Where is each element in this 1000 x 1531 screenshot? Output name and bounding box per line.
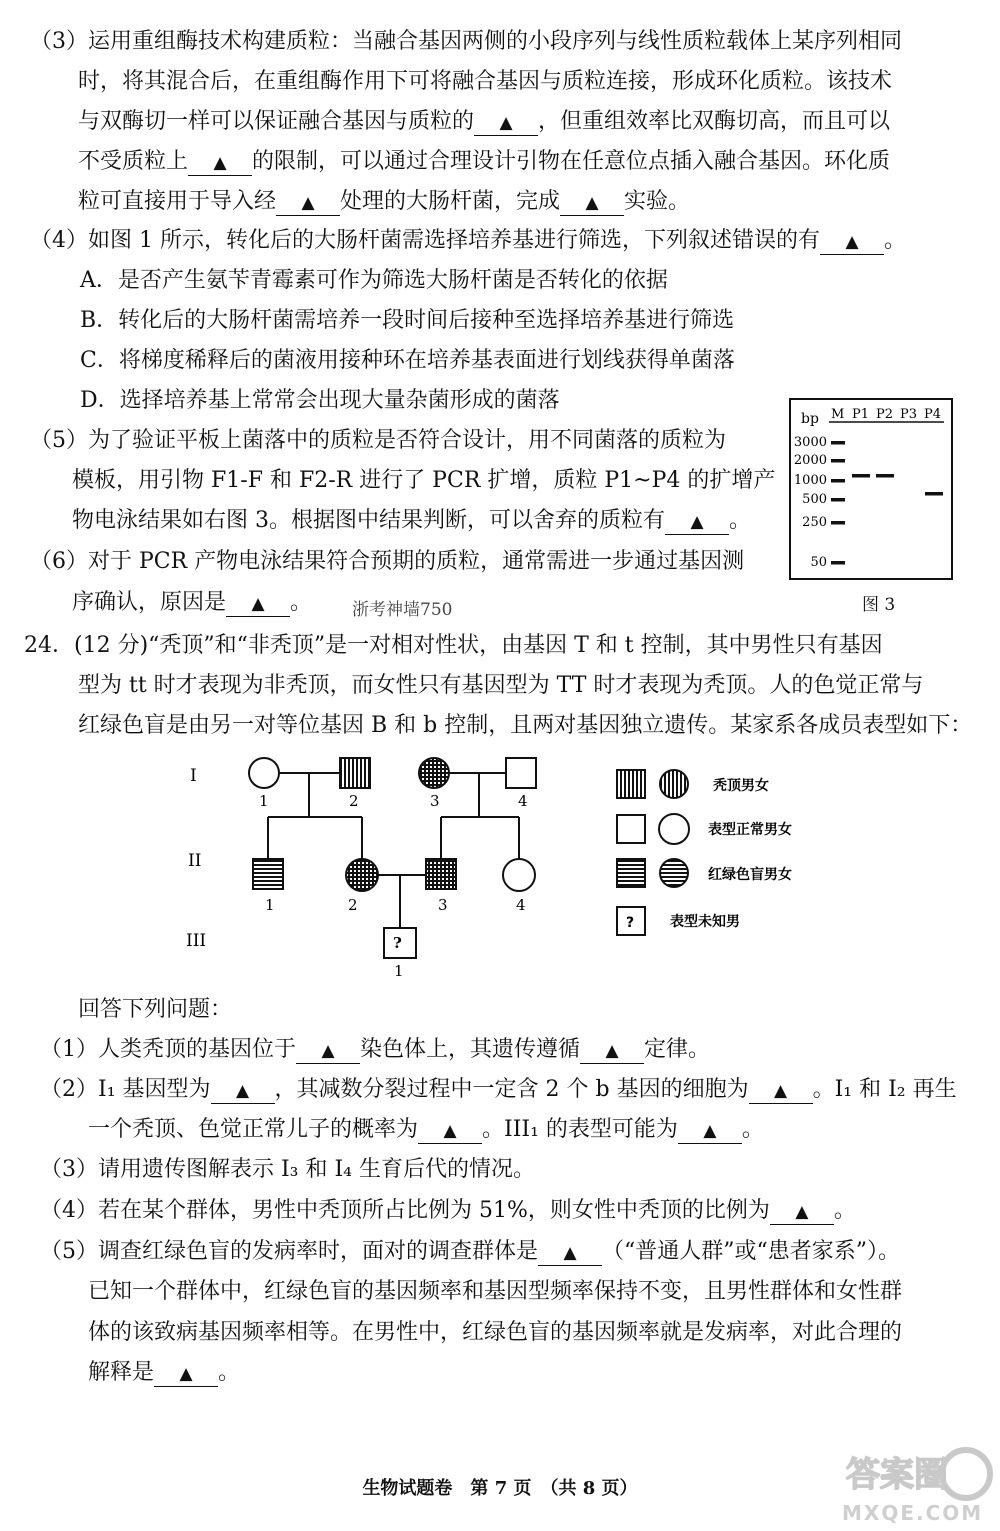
answer-blank[interactable] [678,1118,742,1144]
band-p2 [876,474,894,478]
triangle-icon: ▲ [845,232,859,252]
legend-colorblind-female-symbol [660,859,688,887]
answer-blank[interactable] [188,150,252,176]
q24-3: （3）请用遗传图解表示 I₃ 和 I₄ 生育后代的情况。 [40,1157,535,1182]
q24-2-line2 [88,1115,764,1145]
triangle-icon: ▲ [235,1081,250,1101]
triangle-icon: ▲ [443,1121,457,1141]
answer-circle-logo [836,1436,996,1526]
marker-2000: 2000 [793,453,827,468]
ii3-bald-colorblind-male [426,859,456,889]
q24-5-b: （“普通人群”或“患者家系”）。 [602,1239,900,1264]
i3-id: 3 [430,792,440,810]
q24-4-a: （4）若在某个群体，男性中秃顶所占比例为 51%，则女性中秃顶的比例为 [40,1198,770,1223]
q23-3-line2: 时，将其混合后，在重组酶作用下可将融合基因与质粒连接，形成环化质粒。该技术 [78,69,893,94]
triangle-icon: ▲ [499,113,513,133]
ii3-id: 3 [438,896,448,914]
q24-line1: 24．(12 分)“秃顶”和“非秃顶”是一对相对性状，由基因 T 和 t 控制，其中男性只有基因 [24,633,883,658]
answer-blank[interactable] [665,509,729,535]
q24-1-b: 染色体上，其遗传遵循 [360,1037,581,1062]
q24-2-d: 一个秃顶、色觉正常儿子的概率为 [88,1117,419,1142]
pedigree-chart [180,748,800,988]
legend-unknown-label: 表型未知男 [670,914,740,930]
triangle-icon: ▲ [251,594,265,614]
ii1-colorblind-male [253,859,283,889]
iii1-id: 1 [394,962,404,980]
q24-2-b: ，其减数分裂过程中一定含 2 个 b 基因的细胞为 [274,1077,749,1102]
legend-unknown-mark: ? [626,915,635,931]
legend-normal-label: 表型正常男女 [708,822,792,838]
legend-bald-male-symbol [617,770,645,798]
answer-blank[interactable] [538,1240,602,1266]
answer-blank[interactable] [296,1038,360,1064]
option-c: C．将梯度稀释后的菌液用接种环在培养基表面进行划线获得单菌落 [80,348,735,373]
q24-2-line1 [40,1075,957,1105]
option-a: A．是否产生氨苄青霉素可作为筛选大肠杆菌是否转化的依据 [80,268,668,293]
legend-colorblind-male-symbol [617,859,645,887]
answer-blank[interactable] [418,1118,482,1144]
q23-3-line3 [78,107,890,137]
marker-3000: 3000 [793,435,827,450]
q24-1-c: 定律。 [644,1037,711,1062]
q23-4-stem-b: 。 [883,228,906,253]
q24-1-a: （1）人类秃顶的基因位于 [40,1037,296,1062]
q24-5-line3: 体的该致病基因频率相等。在男性中，红绿色盲的基因频率就是发病率，对此合理的 [88,1320,903,1345]
marker-band-50 [831,561,845,565]
gel-lane-p4: P4 [924,407,942,422]
marker-500: 500 [802,492,827,507]
q23-5-line3-a: 物电泳结果如右图 3。根据图中结果判断，可以舍弃的质粒有 [72,508,665,533]
q23-3-line3-b: ，但重组效率比双酶切高，而且可以 [538,109,891,134]
ii4-id: 4 [516,896,526,914]
answer-blank[interactable] [226,591,290,617]
band-p4 [925,492,943,496]
q24-5-line2: 已知一个群体中，红绿色盲的基因频率和基因型频率保持不变，且男性群体和女性群 [88,1279,903,1304]
q23-3-line5-a: 粒可直接用于导入经 [78,189,277,214]
marker-250: 250 [802,515,827,530]
i1-id: 1 [259,792,269,810]
legend-bald-female-symbol [660,770,688,798]
q23-4-stem [30,226,906,256]
marker-band-250 [831,521,845,525]
i4-normal-male [506,758,536,788]
band-p1 [852,474,870,478]
triangle-icon: ▲ [321,1041,335,1061]
q23-3-line4-a: 不受质粒上 [78,149,189,174]
legend-normal-female-symbol [659,814,689,844]
triangle-icon: ▲ [795,1202,809,1222]
legend-normal-male-symbol [617,815,645,843]
triangle-icon: ▲ [563,1243,577,1263]
q24-1 [40,1035,710,1065]
q23-3-line4 [78,147,890,177]
generation-i-label: I [190,766,197,786]
q23-5-line3 [72,506,751,536]
legend-bald-label: 秃顶男女 [713,778,769,794]
option-d: D．选择培养基上常常会出现大量杂菌形成的菌落 [80,388,560,413]
ii4-normal-female [503,859,535,891]
triangle-icon: ▲ [301,193,315,213]
gel-lane-p3: P3 [900,407,918,422]
q24-2-c: 。I₁ 和 I₂ 再生 [812,1077,957,1102]
q23-5-line3-b: 。 [729,508,752,533]
watermark-text: 浙考神墙750 [352,600,453,620]
iii1-unknown-mark: ? [393,934,402,952]
legend-colorblind-label: 红绿色盲男女 [708,867,792,883]
q24-5-a: （5）调查红绿色盲的发病率时，面对的调查群体是 [40,1239,538,1264]
logo-text-domain: MXQE.COM [842,1501,984,1525]
q23-3-line3-a: 与双酶切一样可以保证融合基因与质粒的 [78,109,475,134]
q23-6-line1: （6）对于 PCR 产物电泳结果符合预期的质粒，通常需进一步通过基因测 [30,549,745,574]
q23-5-line2: 模板，用引物 F1-F 和 F2-R 进行了 PCR 扩增，质粒 P1~P4 的扩增产 [72,468,776,493]
i4-id: 4 [518,792,528,810]
answer-blank[interactable] [211,1078,275,1104]
gel-lane-p1: P1 [852,407,870,422]
q24-5-line4 [88,1358,240,1388]
answer-blank[interactable] [560,190,624,216]
i2-id: 2 [349,792,359,810]
i1-normal-female [249,758,279,788]
q24-4 [40,1196,856,1226]
q23-3-line4-b: 的限制，可以通过合理设计引物在任意位点插入融合基因。环化质 [252,149,891,174]
i2-bald-male [340,758,370,788]
q23-6-line2-b: 。 [290,590,313,615]
marker-band-1000 [831,479,845,483]
logo-text-cn: 答案圈 [846,1455,948,1495]
answer-blank[interactable] [820,229,884,255]
q24-line2: 型为 tt 时才表现为非秃顶，而女性只有基因型为 TT 时才表现为秃顶。人的色觉正常与 [78,673,924,698]
generation-iii-label: III [186,931,207,951]
answer-blank[interactable] [770,1199,834,1225]
generation-ii-label: II [188,851,202,871]
q23-4-stem-a: （4）如图 1 所示，转化后的大肠杆菌需选择培养基进行筛选，下列叙述错误的有 [30,228,820,253]
gel-bp-label: bp [801,411,819,427]
q24-4-b: 。 [833,1198,856,1223]
page-footer: 生物试题卷 第 7 页 （共 8 页） [362,1478,638,1499]
q24-5-e: 解释是 [88,1360,155,1385]
answer-blank[interactable] [474,110,538,136]
q24-2-a: （2）I₁ 基因型为 [40,1077,211,1102]
answer-blank[interactable] [276,190,340,216]
q24-5-line1 [40,1237,900,1267]
marker-50: 50 [810,555,827,570]
ii2-id: 2 [348,896,358,914]
gel-lane-m: M [831,407,845,422]
q23-6-line2 [72,588,312,618]
marker-1000: 1000 [793,473,827,488]
ii2-bald-colorblind-female [346,859,378,891]
q23-3-line5-c: 实验。 [624,189,691,214]
gel-electrophoresis-figure [789,398,953,580]
marker-band-500 [831,498,845,502]
triangle-icon: ▲ [703,1121,717,1141]
triangle-icon: ▲ [690,512,704,532]
q24-5-f: 。 [218,1360,241,1385]
q23-3-line5-b: 处理的大肠杆菌，完成 [340,189,561,214]
triangle-icon: ▲ [179,1364,193,1384]
q24-line3: 红绿色盲是由另一对等位基因 B 和 b 控制，且两对基因独立遗传。某家系各成员表型如下： [78,713,973,738]
answer-blank[interactable] [154,1361,218,1387]
answer-blank[interactable] [580,1038,644,1064]
marker-band-2000 [831,459,845,463]
i3-bald-colorblind-female [419,758,449,788]
q24-2-f: 。 [741,1117,764,1142]
figure-3-caption: 图 3 [862,595,896,615]
q23-3-line1: （3）运用重组酶技术构建质粒：当融合基因两侧的小段序列与线性质粒载体上某序列相同 [30,29,903,54]
answer-blank[interactable] [749,1078,813,1104]
triangle-icon: ▲ [585,193,599,213]
marker-band-3000 [831,441,845,445]
gel-lane-p2: P2 [876,407,894,422]
ii1-id: 1 [265,896,275,914]
q23-6-line2-a: 序确认，原因是 [72,590,227,615]
option-b: B．转化后的大肠杆菌需培养一段时间后接种至选择培养基进行筛选 [80,308,735,333]
triangle-icon: ▲ [213,153,227,173]
triangle-icon: ▲ [774,1081,788,1101]
answer-intro: 回答下列问题： [78,997,233,1022]
q23-3-line5 [78,187,690,217]
q23-5-line1: （5）为了验证平板上菌落中的质粒是否符合设计，用不同菌落的质粒为 [30,428,726,453]
triangle-icon: ▲ [605,1041,619,1061]
q24-2-e: 。III₁ 的表型可能为 [482,1117,678,1142]
